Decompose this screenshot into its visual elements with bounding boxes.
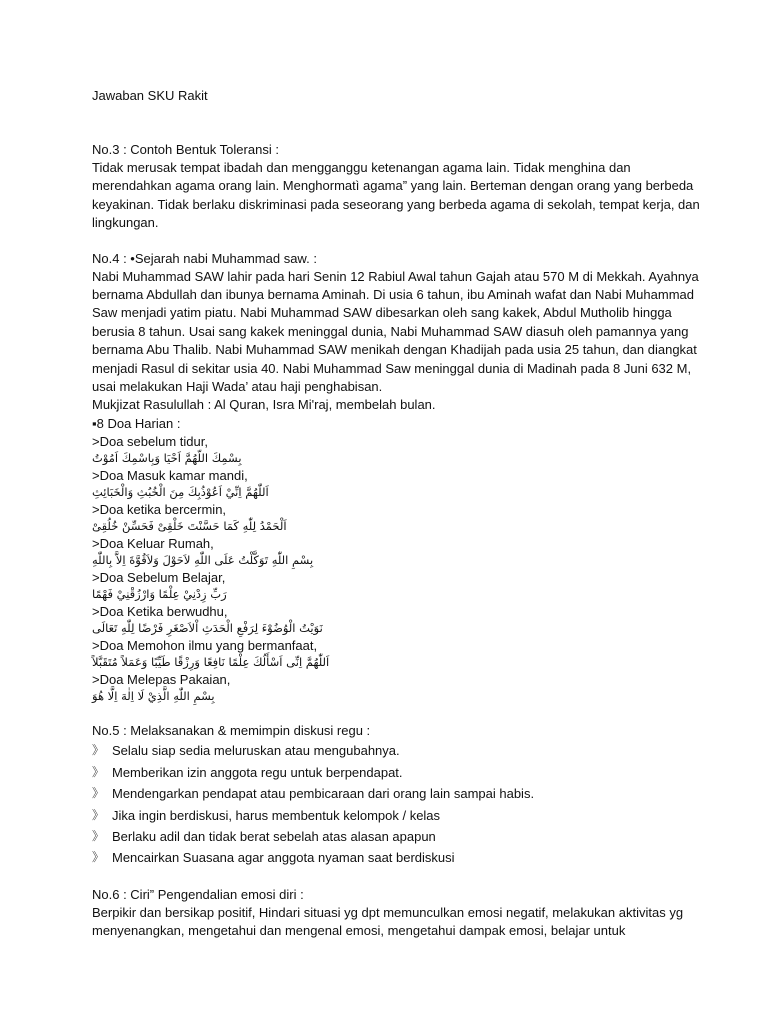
prayer-label: >Doa Melepas Pakaian, [92, 672, 231, 688]
section-no5 [92, 722, 708, 868]
section-body: Tidak merusak tempat ibadah dan mengganggu ketenangan agama lain. Tidak menghina dan merendahkan agama orang lain. Menghormatì agama” yang lain. Berteman dengan orang yang berbeda keyakinan. Tidak berlaku diskriminasi pada seseorang yang berbeda agama di sekolah, tempat kerja, dan lingkungan. [92, 160, 700, 231]
prayer-item [92, 535, 708, 569]
section-heading: No.6 : Ciri” Pengendalian emosi diri : [92, 886, 304, 902]
list-item-text: Berlaku adil dan tidak berat sebelah atas alasan apapun [112, 828, 436, 844]
list-item [92, 826, 708, 847]
mukjizat-line: Mukjizat Rasulullah : Al Quran, Isra Mi'raj, membelah bulan. [92, 397, 436, 413]
prayer-label: >Doa sebelum tidur, [92, 434, 208, 450]
prayer-label: >Doa Sebelum Belajar, [92, 570, 226, 586]
discussion-list [92, 740, 708, 868]
prayer-label: >Doa Keluar Rumah, [92, 536, 214, 552]
prayer-label: >Doa Masuk kamar mandi, [92, 468, 248, 484]
prayer-label: >Doa Ketika berwudhu, [92, 604, 228, 620]
double-chevron-icon: 》 [92, 743, 105, 758]
prayer-item [92, 637, 708, 671]
list-item [92, 847, 708, 868]
prayer-item [92, 467, 708, 501]
list-item [92, 783, 708, 804]
section-heading: No.4 : •Sejarah nabi Muhammad saw. : [92, 250, 317, 266]
prayer-label: >Doa ketika bercermin, [92, 502, 227, 518]
double-chevron-icon: 》 [92, 786, 105, 801]
list-item-text: Memberikan izin anggota regu untuk berpendapat. [112, 764, 403, 780]
double-chevron-icon: 》 [92, 764, 105, 779]
section-heading: No.5 : Melaksanakan & memimpin diskusi regu : [92, 723, 371, 739]
prayer-item [92, 603, 708, 637]
list-item-text: Selalu siap sedia meluruskan atau mengubahnya. [112, 743, 400, 759]
section-body: Nabi Muhammad SAW lahir pada hari Senin 12 Rabiul Awal tahun Gajah atau 570 M di Mekkah. Ayahnya bernama Abdullah dan ibunya bernama Aminah. Di usia 6 tahun, ibu Aminah wafat dan Nabi Muhammad Saw menjadi yatim piatu. Nabi Muhammad SAW dibesarkan oleh sang kakek, Abdul Mutholib hingga berusia 8 tahun. Usai sang kakek meninggal dunia, Nabi Muhammad SAW diasuh oleh pamannya yang bernama Abu Thalib. Nabi Muhammad SAW menikah dengan Khadijah pada usia 25 tahun, dan diangkat menjadi Rasul di sekitar usia 40. Nabi Muhammad Saw meninggal dunia di Madinah pada 8 Juni 632 M, usai melakukan Haji Wada’ atau haji penghabisan. [92, 268, 699, 395]
document-title: Jawaban SKU Rakit [92, 88, 208, 103]
prayer-arabic-text: رَبِّ زِدْنِيْ عِلْمًا وَارْزُقْنِيْ فَهْمًا [92, 587, 227, 602]
double-chevron-icon: 》 [92, 807, 105, 822]
list-item [92, 740, 708, 761]
section-no6 [92, 886, 708, 941]
list-item-text: Mencairkan Suasana agar anggota nyaman saat berdiskusi [112, 850, 455, 866]
prayer-item [92, 569, 708, 603]
list-item-text: Mendengarkan pendapat atau pembicaraan dari orang lain sampai habis. [112, 786, 535, 802]
list-item-text: Jika ingin berdiskusi, harus membentuk kelompok / kelas [112, 807, 441, 823]
prayer-arabic-text: اَللّٰهُمَّ اِنِّيْ اَعُوْذُبِكَ مِنَ الْخُبُثِ وَالْخَبَائِثِ [92, 485, 269, 500]
double-chevron-icon: 》 [92, 828, 105, 843]
section-no4 [92, 250, 708, 706]
doa-heading: ▪8 Doa Harian : [92, 415, 181, 431]
prayer-arabic-text: بِسْمِ اللّٰهِ الَّذِيْ لَا اِلٰهَ اِلَّا هُوَ [92, 689, 215, 704]
section-no3 [92, 141, 708, 233]
list-item [92, 762, 708, 783]
list-item [92, 805, 708, 826]
section-heading: No.3 : Contoh Bentuk Toleransi : [92, 142, 279, 157]
prayer-label: >Doa Memohon ilmu yang bermanfaat, [92, 638, 318, 654]
prayer-arabic-text: بِسْمِكَ اللّهُمَّ اَحْيَا وَبِاسْمِكَ اَمُوْتُ [92, 451, 242, 466]
prayer-arabic-text: اَللّٰهُمَّ اِنِّى اَسْأَلُكَ عِلْمًا نَافِعًا وَرِزْقًا طَيِّبًا وَعَمَلاً مُتَقَبَّلاً [92, 655, 330, 670]
prayer-item [92, 433, 708, 467]
section-body: Berpikir dan bersikap positif, Hindari situasi yg dpt memunculkan emosi negatif, melakukan aktivitas yg menyenangkan, mengetahui dan mengenal emosi, mengetahui dampak emosi, belajar untuk [92, 904, 684, 939]
double-chevron-icon: 》 [92, 850, 105, 865]
prayer-item [92, 501, 708, 535]
prayer-arabic-text: بِسْمِ اللّٰهِ تَوَكَّلْتُ عَلَى اللّٰهِ لاَحَوْلَ وَلاَقُوَّةَ اِلاَّ بِاللّٰهِ [92, 553, 314, 568]
prayer-arabic-text: اَلْحَمْدُ لِلّٰهِ كَمَا حَسَّنْتَ خَلْقِىْ فَحَسِّنْ خُلُقِىْ [92, 519, 287, 534]
prayer-arabic-text: نَوَيْتُ الْوُضُوْءَ لِرَفْعِ الْحَدَثِ اْلاَصْغَرِ فَرْضًا لِلّٰهِ تَعَالَى [92, 621, 323, 636]
prayer-item [92, 671, 708, 705]
